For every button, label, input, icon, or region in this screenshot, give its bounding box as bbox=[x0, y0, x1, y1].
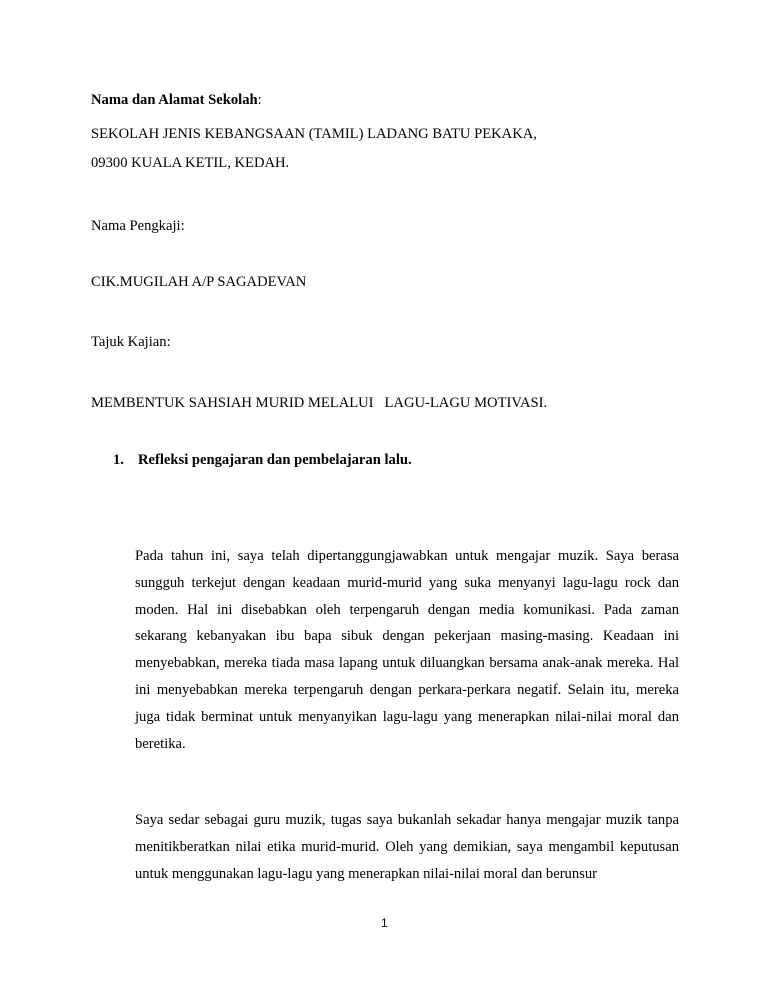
paragraph-2: Saya sedar sebagai guru muzik, tugas saya bukanlah sekadar hanya mengajar muzik tanpa menitikberatkan nilai etika murid-murid. Oleh yang demikian, saya mengambil keputusan untuk menggunakan lagu-lagu yang menerapkan nilai-nilai moral dan berunsur bbox=[135, 812, 679, 882]
page-number: 1 bbox=[381, 916, 388, 930]
study-label: Tajuk Kajian: bbox=[91, 334, 171, 350]
section-number: 1. bbox=[113, 452, 124, 468]
school-heading-colon: : bbox=[257, 92, 262, 108]
section-heading bbox=[113, 452, 412, 469]
school-name: SEKOLAH JENIS KEBANGSAAN (TAMIL) LADANG BATU PEKAKA, bbox=[91, 126, 537, 142]
school-heading-label: Nama dan Alamat Sekolah bbox=[91, 92, 258, 108]
researcher-label: Nama Pengkaji: bbox=[91, 218, 185, 234]
school-address: 09300 KUALA KETIL, KEDAH. bbox=[91, 155, 290, 171]
section-title: Refleksi pengajaran dan pembelajaran lalu. bbox=[138, 452, 412, 468]
school-heading bbox=[91, 92, 262, 109]
paragraph-1: Pada tahun ini, saya telah dipertanggungjawabkan untuk mengajar muzik. Saya berasa sungguh terkejut dengan keadaan murid-murid yang suka menyanyi lagu-lagu rock dan moden. Hal ini disebabkan oleh terpengaruh dengan media komunikasi. Pada zaman sekarang kebanyakan ibu bapa sibuk dengan pekerjaan masing-masing. Keadaan ini menyebabkan, mereka tiada masa lapang untuk diluangkan bersama anak-anak mereka. Hal ini menyebabkan mereka terpengaruh dengan perkara-perkara negatif. Selain itu, mereka juga tidak berminat untuk menyanyikan lagu-lagu yang menerapkan nilai-nilai moral dan beretika. bbox=[135, 548, 679, 752]
study-title: MEMBENTUK SAHSIAH MURID MELALUI LAGU-LAGU MOTIVASI. bbox=[91, 395, 548, 411]
researcher-name: CIK.MUGILAH A/P SAGADEVAN bbox=[91, 274, 307, 290]
